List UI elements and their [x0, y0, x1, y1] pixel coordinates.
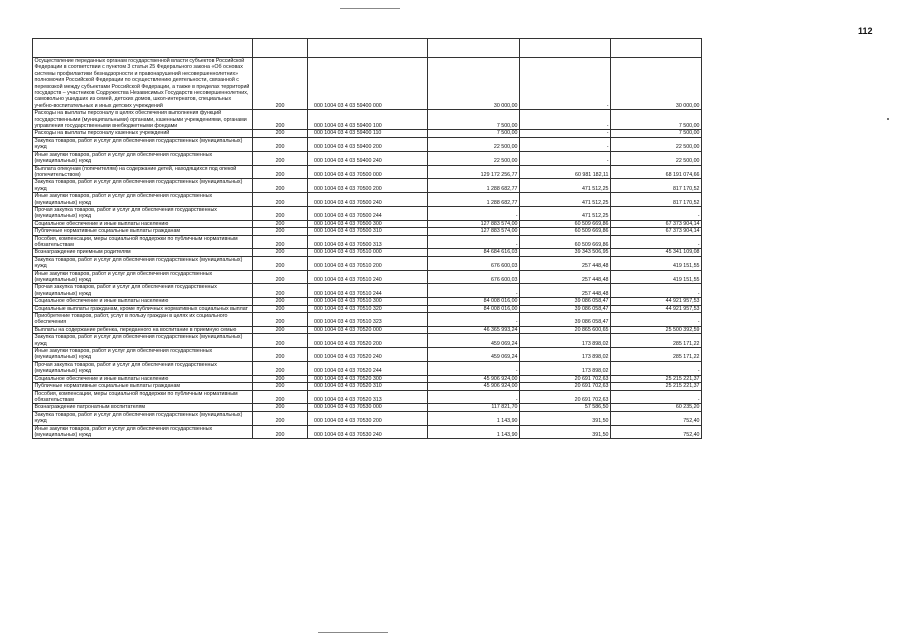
- row-approved-cell: 7 500,00: [428, 110, 520, 130]
- table-row: [33, 228, 702, 235]
- row-approved-cell: 46 365 993,24: [428, 326, 520, 333]
- row-executed-cell: 57 586,50: [520, 404, 611, 411]
- row-approved-cell: 1 288 682,77: [428, 193, 520, 207]
- row-name-cell: Социальные выплаты гражданам, кроме публичных нормативных социальных выплат: [33, 305, 253, 312]
- row-unexecuted-cell: 45 341 109,08: [611, 249, 702, 256]
- row-unexecuted-cell: 7 500,00: [611, 110, 702, 130]
- row-name-cell: Социальное обеспечение и иные выплаты населению: [33, 298, 253, 305]
- row-classification-code-cell: 000 1004 03 4 03 70510 244: [308, 284, 428, 298]
- row-approved-cell: -: [428, 313, 520, 327]
- row-executed-cell: 391,50: [520, 425, 611, 439]
- row-approved-cell: 459 069,24: [428, 334, 520, 348]
- row-name-cell: Выплаты на содержание ребенка, переданного на воспитание в приемную семью: [33, 326, 253, 333]
- row-approved-cell: -: [428, 390, 520, 404]
- row-classification-code-cell: 000 1004 03 4 03 70500 240: [308, 193, 428, 207]
- row-admin-code-cell: 200: [253, 334, 308, 348]
- row-classification-code-cell: 000 1004 03 4 03 70510 323: [308, 313, 428, 327]
- row-name-cell: Вознаграждение патронатным воспитателям: [33, 404, 253, 411]
- row-admin-code-cell: 200: [253, 375, 308, 382]
- row-admin-code-cell: 200: [253, 390, 308, 404]
- table-header-row: [33, 39, 702, 58]
- header-cell: [253, 39, 308, 58]
- row-executed-cell: 173 898,02: [520, 334, 611, 348]
- row-name-cell: Иные закупки товаров, работ и услуг для обеспечения государственных (муниципальных) нужд: [33, 270, 253, 284]
- row-executed-cell: 20 691 702,63: [520, 390, 611, 404]
- table-row: [33, 249, 702, 256]
- table-row: [33, 235, 702, 249]
- row-unexecuted-cell: 817 170,52: [611, 193, 702, 207]
- row-approved-cell: 84 008 016,00: [428, 305, 520, 312]
- row-admin-code-cell: 200: [253, 235, 308, 249]
- row-unexecuted-cell: 30 000,00: [611, 58, 702, 110]
- row-name-cell: Публичные нормативные социальные выплаты гражданам: [33, 228, 253, 235]
- row-approved-cell: 84 684 616,03: [428, 249, 520, 256]
- row-executed-cell: 39 086 058,47: [520, 313, 611, 327]
- row-admin-code-cell: 200: [253, 348, 308, 362]
- row-admin-code-cell: 200: [253, 326, 308, 333]
- row-classification-code-cell: 000 1004 03 4 03 70520 300: [308, 375, 428, 382]
- row-approved-cell: -: [428, 361, 520, 375]
- table-row: [33, 220, 702, 227]
- row-admin-code-cell: 200: [253, 206, 308, 220]
- table-row: [33, 206, 702, 220]
- table-row: [33, 137, 702, 151]
- header-cell: [428, 39, 520, 58]
- row-classification-code-cell: 000 1004 03 4 03 70500 313: [308, 235, 428, 249]
- row-unexecuted-cell: 419 151,55: [611, 270, 702, 284]
- margin-mark: [887, 118, 889, 120]
- table-row: [33, 58, 702, 110]
- row-approved-cell: -: [428, 235, 520, 249]
- row-name-cell: Пособия, компенсации, меры социальной поддержки по публичным нормативным обязательствам: [33, 235, 253, 249]
- row-name-cell: Закупка товаров, работ и услуг для обеспечения государственных (муниципальных) нужд: [33, 256, 253, 270]
- row-unexecuted-cell: 44 921 957,53: [611, 305, 702, 312]
- table-row: [33, 256, 702, 270]
- row-admin-code-cell: 200: [253, 284, 308, 298]
- row-unexecuted-cell: 285 171,22: [611, 348, 702, 362]
- bottom-rule: [318, 632, 388, 633]
- row-name-cell: Закупка товаров, работ и услуг для обеспечения государственных (муниципальных) нужд: [33, 179, 253, 193]
- row-admin-code-cell: 200: [253, 179, 308, 193]
- row-executed-cell: 173 898,02: [520, 361, 611, 375]
- table-row: [33, 165, 702, 179]
- row-admin-code-cell: 200: [253, 249, 308, 256]
- row-classification-code-cell: 000 1004 03 4 03 70520 310: [308, 383, 428, 390]
- row-admin-code-cell: 200: [253, 256, 308, 270]
- row-unexecuted-cell: -: [611, 284, 702, 298]
- row-admin-code-cell: 200: [253, 270, 308, 284]
- row-classification-code-cell: 000 1004 03 4 03 70510 320: [308, 305, 428, 312]
- table-row: [33, 361, 702, 375]
- row-admin-code-cell: 200: [253, 361, 308, 375]
- row-classification-code-cell: 000 1004 03 4 03 59400 100: [308, 110, 428, 130]
- row-executed-cell: -: [520, 110, 611, 130]
- row-approved-cell: 676 600,03: [428, 270, 520, 284]
- row-name-cell: Иные закупки товаров, работ и услуг для обеспечения государственных (муниципальных) нужд: [33, 151, 253, 165]
- row-classification-code-cell: 000 1004 03 4 03 70500 000: [308, 165, 428, 179]
- row-unexecuted-cell: 25 500 392,59: [611, 326, 702, 333]
- row-executed-cell: 257 448,48: [520, 284, 611, 298]
- table-row: [33, 151, 702, 165]
- row-unexecuted-cell: 752,40: [611, 411, 702, 425]
- row-unexecuted-cell: 22 500,00: [611, 151, 702, 165]
- row-approved-cell: 45 906 924,00: [428, 375, 520, 382]
- row-executed-cell: 20 865 600,65: [520, 326, 611, 333]
- row-name-cell: Расходы на выплаты персоналу в целях обеспечения выполнения функций государственными (муниципальными) органами, казенными учреждениями, органами управления государственными внебюджетными фондами: [33, 110, 253, 130]
- row-unexecuted-cell: 68 191 074,66: [611, 165, 702, 179]
- row-approved-cell: 22 500,00: [428, 151, 520, 165]
- row-classification-code-cell: 000 1004 03 4 03 70520 244: [308, 361, 428, 375]
- row-name-cell: Приобретение товаров, работ, услуг в пользу граждан в целях их социального обеспечения: [33, 313, 253, 327]
- table-row: [33, 298, 702, 305]
- row-approved-cell: 22 500,00: [428, 137, 520, 151]
- row-classification-code-cell: 000 1004 03 4 03 59400 200: [308, 137, 428, 151]
- row-approved-cell: 117 821,70: [428, 404, 520, 411]
- table-row: [33, 130, 702, 137]
- row-admin-code-cell: 200: [253, 305, 308, 312]
- row-classification-code-cell: 000 1004 03 4 03 70530 240: [308, 425, 428, 439]
- row-classification-code-cell: 000 1004 03 4 03 70510 240: [308, 270, 428, 284]
- row-executed-cell: 391,50: [520, 411, 611, 425]
- page-number: 112: [858, 26, 873, 36]
- row-admin-code-cell: 200: [253, 411, 308, 425]
- table-row: [33, 348, 702, 362]
- row-admin-code-cell: 200: [253, 220, 308, 227]
- row-executed-cell: 60 981 182,11: [520, 165, 611, 179]
- header-cell: [308, 39, 428, 58]
- header-cell: [611, 39, 702, 58]
- row-unexecuted-cell: 25 215 221,37: [611, 383, 702, 390]
- row-name-cell: Иные закупки товаров, работ и услуг для обеспечения государственных (муниципальных) нужд: [33, 425, 253, 439]
- row-unexecuted-cell: 25 215 221,37: [611, 375, 702, 382]
- row-unexecuted-cell: 7 500,00: [611, 130, 702, 137]
- row-unexecuted-cell: 285 171,22: [611, 334, 702, 348]
- row-executed-cell: 471 512,25: [520, 206, 611, 220]
- table-row: [33, 110, 702, 130]
- row-executed-cell: 20 691 702,63: [520, 375, 611, 382]
- row-admin-code-cell: 200: [253, 137, 308, 151]
- row-admin-code-cell: 200: [253, 165, 308, 179]
- row-name-cell: Вознаграждение приемным родителям: [33, 249, 253, 256]
- table-row: [33, 334, 702, 348]
- row-unexecuted-cell: 60 235,20: [611, 404, 702, 411]
- row-approved-cell: 1 143,90: [428, 425, 520, 439]
- row-unexecuted-cell: -: [611, 206, 702, 220]
- row-executed-cell: 60 509 669,86: [520, 228, 611, 235]
- row-executed-cell: 60 509 669,86: [520, 235, 611, 249]
- row-name-cell: Иные закупки товаров, работ и услуг для обеспечения государственных (муниципальных) нужд: [33, 193, 253, 207]
- row-classification-code-cell: 000 1004 03 4 03 59400 110: [308, 130, 428, 137]
- row-unexecuted-cell: 817 170,52: [611, 179, 702, 193]
- row-executed-cell: 20 691 702,63: [520, 383, 611, 390]
- table-row: [33, 383, 702, 390]
- row-approved-cell: -: [428, 284, 520, 298]
- row-approved-cell: 84 008 016,00: [428, 298, 520, 305]
- table-row: [33, 305, 702, 312]
- row-name-cell: Прочая закупка товаров, работ и услуг для обеспечения государственных (муниципальных) нужд: [33, 284, 253, 298]
- row-executed-cell: -: [520, 130, 611, 137]
- row-name-cell: Пособия, компенсации, меры социальной поддержки по публичным нормативным обязательствам: [33, 390, 253, 404]
- row-admin-code-cell: 200: [253, 193, 308, 207]
- top-rule: [340, 8, 400, 9]
- row-unexecuted-cell: 22 500,00: [611, 137, 702, 151]
- row-classification-code-cell: 000 1004 03 4 03 70500 200: [308, 179, 428, 193]
- row-name-cell: Закупка товаров, работ и услуг для обеспечения государственных (муниципальных) нужд: [33, 411, 253, 425]
- row-unexecuted-cell: 67 373 904,14: [611, 220, 702, 227]
- table-row: [33, 390, 702, 404]
- table-row: [33, 313, 702, 327]
- row-name-cell: Осуществление переданных органам государственной власти субъектов Российской Федерации в соответствии с пунктом 3 статьи 25 Федерального закона «Об основах системы профилактики безнадзорности и правонарушений несовершеннолетних» полномочия Российской Федерации по осуществлению деятельности, связанной с перевозкой между субъектами Российской Федерации, а также в пределах территорий государств – участников Содружества Независимых Государств несовершеннолетних, самовольно ушедших из семей, детских домов, школ-интернатов, специальных учебно-воспитательных и иных детских учреждений: [33, 58, 253, 110]
- row-executed-cell: 257 448,48: [520, 270, 611, 284]
- row-classification-code-cell: 000 1004 03 4 03 70520 240: [308, 348, 428, 362]
- row-approved-cell: 1 143,90: [428, 411, 520, 425]
- table-row: [33, 179, 702, 193]
- row-admin-code-cell: 200: [253, 110, 308, 130]
- row-executed-cell: 173 898,02: [520, 348, 611, 362]
- row-name-cell: Прочая закупка товаров, работ и услуг для обеспечения государственных (муниципальных) нужд: [33, 361, 253, 375]
- row-admin-code-cell: 200: [253, 58, 308, 110]
- row-approved-cell: 45 906 924,00: [428, 383, 520, 390]
- row-unexecuted-cell: 419 151,55: [611, 256, 702, 270]
- row-executed-cell: 39 086 058,47: [520, 298, 611, 305]
- row-admin-code-cell: 200: [253, 404, 308, 411]
- header-cell: [520, 39, 611, 58]
- row-unexecuted-cell: -: [611, 235, 702, 249]
- row-name-cell: Прочая закупка товаров, работ и услуг для обеспечения государственных (муниципальных) нужд: [33, 206, 253, 220]
- row-classification-code-cell: 000 1004 03 4 03 70500 244: [308, 206, 428, 220]
- row-approved-cell: 7 500,00: [428, 130, 520, 137]
- row-executed-cell: 471 512,25: [520, 179, 611, 193]
- row-approved-cell: 127 883 574,00: [428, 228, 520, 235]
- row-admin-code-cell: 200: [253, 383, 308, 390]
- row-name-cell: Закупка товаров, работ и услуг для обеспечения государственных (муниципальных) нужд: [33, 334, 253, 348]
- row-classification-code-cell: 000 1004 03 4 03 59400 240: [308, 151, 428, 165]
- row-name-cell: Иные закупки товаров, работ и услуг для обеспечения государственных (муниципальных) нужд: [33, 348, 253, 362]
- row-executed-cell: 39 086 058,47: [520, 305, 611, 312]
- row-approved-cell: 30 000,00: [428, 58, 520, 110]
- row-name-cell: Расходы на выплаты персоналу казенных учреждений: [33, 130, 253, 137]
- row-executed-cell: 471 512,25: [520, 193, 611, 207]
- row-admin-code-cell: 200: [253, 425, 308, 439]
- row-classification-code-cell: 000 1004 03 4 03 59400 000: [308, 58, 428, 110]
- budget-table-body: [33, 39, 702, 439]
- row-name-cell: Закупка товаров, работ и услуг для обеспечения государственных (муниципальных) нужд: [33, 137, 253, 151]
- row-classification-code-cell: 000 1004 03 4 03 70520 313: [308, 390, 428, 404]
- budget-table: [32, 38, 702, 439]
- row-classification-code-cell: 000 1004 03 4 03 70510 300: [308, 298, 428, 305]
- table-row: [33, 270, 702, 284]
- table-row: [33, 375, 702, 382]
- row-unexecuted-cell: -: [611, 361, 702, 375]
- row-classification-code-cell: 000 1004 03 4 03 70520 000: [308, 326, 428, 333]
- row-approved-cell: 459 069,24: [428, 348, 520, 362]
- row-executed-cell: 60 509 669,86: [520, 220, 611, 227]
- row-admin-code-cell: 200: [253, 130, 308, 137]
- row-classification-code-cell: 000 1004 03 4 03 70500 310: [308, 228, 428, 235]
- row-classification-code-cell: 000 1004 03 4 03 70510 200: [308, 256, 428, 270]
- row-unexecuted-cell: -: [611, 313, 702, 327]
- row-approved-cell: 129 172 256,77: [428, 165, 520, 179]
- row-classification-code-cell: 000 1004 03 4 03 70500 300: [308, 220, 428, 227]
- row-admin-code-cell: 200: [253, 151, 308, 165]
- table-row: [33, 404, 702, 411]
- row-unexecuted-cell: -: [611, 390, 702, 404]
- row-name-cell: Публичные нормативные социальные выплаты гражданам: [33, 383, 253, 390]
- row-approved-cell: 127 883 574,00: [428, 220, 520, 227]
- row-unexecuted-cell: 67 373 904,14: [611, 228, 702, 235]
- table-row: [33, 193, 702, 207]
- row-unexecuted-cell: 44 921 957,53: [611, 298, 702, 305]
- row-approved-cell: 1 288 682,77: [428, 179, 520, 193]
- row-executed-cell: 257 448,48: [520, 256, 611, 270]
- row-executed-cell: -: [520, 137, 611, 151]
- table-row: [33, 425, 702, 439]
- row-approved-cell: -: [428, 206, 520, 220]
- row-admin-code-cell: 200: [253, 313, 308, 327]
- row-classification-code-cell: 000 1004 03 4 03 70520 200: [308, 334, 428, 348]
- row-approved-cell: 676 600,03: [428, 256, 520, 270]
- row-admin-code-cell: 200: [253, 228, 308, 235]
- row-classification-code-cell: 000 1004 03 4 03 70530 200: [308, 411, 428, 425]
- row-executed-cell: -: [520, 151, 611, 165]
- row-unexecuted-cell: 752,40: [611, 425, 702, 439]
- row-name-cell: Социальное обеспечение и иные выплаты населению: [33, 220, 253, 227]
- table-row: [33, 326, 702, 333]
- row-admin-code-cell: 200: [253, 298, 308, 305]
- table-row: [33, 284, 702, 298]
- table-row: [33, 411, 702, 425]
- header-cell: [33, 39, 253, 58]
- row-classification-code-cell: 000 1004 03 4 03 70510 000: [308, 249, 428, 256]
- row-name-cell: Выплата опекунам (попечителям) на содержание детей, находящихся под опекой (попечительством): [33, 165, 253, 179]
- row-name-cell: Социальное обеспечение и иные выплаты населению: [33, 375, 253, 382]
- row-classification-code-cell: 000 1004 03 4 03 70530 000: [308, 404, 428, 411]
- row-executed-cell: 39 343 506,95: [520, 249, 611, 256]
- row-executed-cell: -: [520, 58, 611, 110]
